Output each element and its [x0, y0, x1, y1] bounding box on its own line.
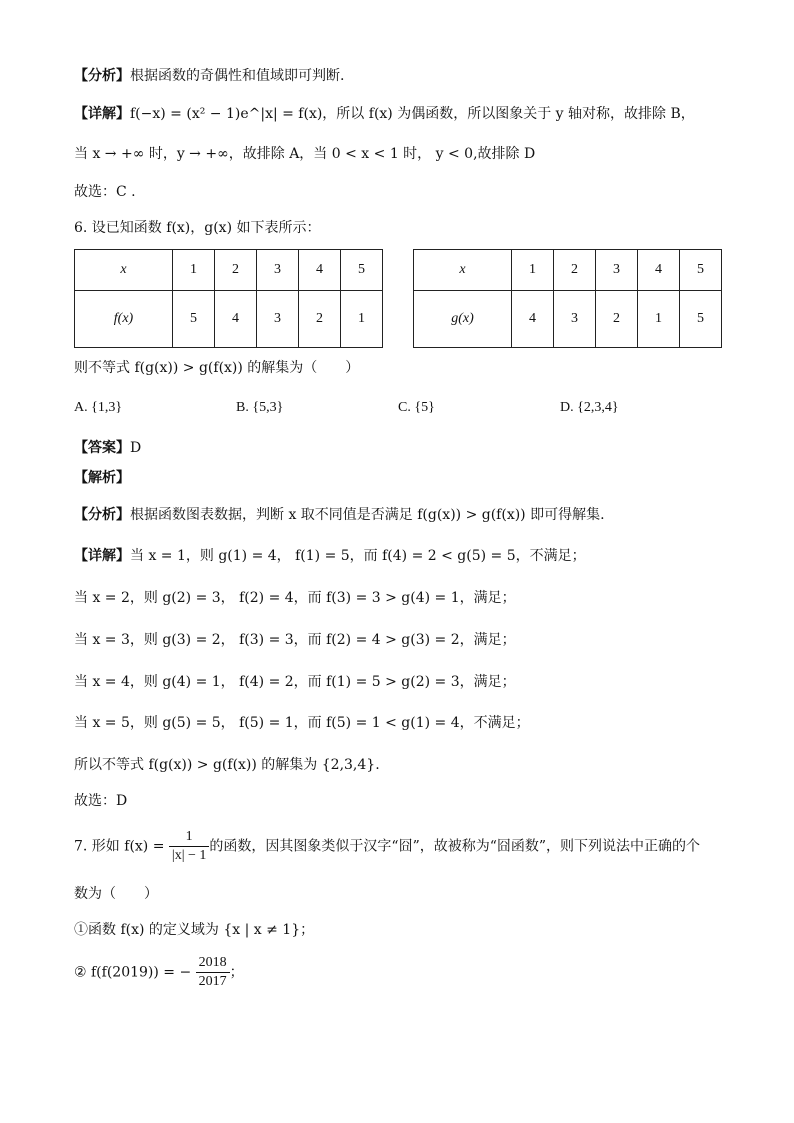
table-g-header-label: x	[414, 250, 512, 291]
q6-analysis	[74, 505, 605, 525]
option-b	[236, 400, 283, 416]
table-f-row-label: f(x)	[75, 291, 173, 348]
table-g	[413, 249, 722, 348]
analysis-label: 【分析】	[74, 507, 130, 523]
q6-detail-line	[74, 546, 586, 566]
q5-analysis	[74, 66, 344, 86]
q5-detail-line2: 当 x → +∞ 时，y → +∞，故排除 A，当 0 < x < 1 时， y < 0,故排除 D	[74, 146, 536, 162]
q7-item2-suffix: ；	[229, 964, 244, 981]
table-f-x-cell: 3	[257, 250, 299, 291]
q6-detail-line: 当 x = 3，则 g(3) = 2， f(3) = 3，而 f(2) = 4 > g(3) = 2，满足；	[74, 632, 516, 648]
option-letter: B.	[236, 400, 249, 415]
q7-stem-line2: 数为（ ）	[74, 886, 158, 902]
table-g-row-label: g(x)	[414, 291, 512, 348]
q6-answer	[74, 438, 141, 458]
table-f-value-cell: 5	[173, 291, 215, 348]
option-text: {1,3}	[91, 400, 123, 415]
table-f-value-cell: 1	[341, 291, 383, 348]
q6-detail-line: 当 x = 4，则 g(4) = 1， f(4) = 2，而 f(1) = 5 > g(2) = 3，满足；	[74, 674, 516, 690]
q6-detail-line: 当 x = 5，则 g(5) = 5， f(5) = 1，而 f(5) = 1 < g(1) = 4，不满足；	[74, 715, 530, 731]
option-a	[74, 400, 122, 416]
analysis-text: 根据函数图表数据，判断 x 取不同值是否满足 f(g(x)) > g(f(x)) 即可得解集.	[130, 507, 605, 523]
table-g-x-cell: 5	[680, 250, 722, 291]
analysis-text: 根据函数的奇偶性和值域即可判断.	[130, 68, 345, 84]
q6-conclusion: 所以不等式 f(g(x)) > g(f(x)) 的解集为 {2,3,4}.	[74, 757, 380, 773]
table-g-value-cell: 1	[638, 291, 680, 348]
q6-question: 则不等式 f(g(x)) > g(f(x)) 的解集为（ ）	[74, 360, 360, 376]
table-f-x-cell: 1	[173, 250, 215, 291]
option-letter: D.	[560, 400, 574, 415]
table-g-value-cell: 2	[596, 291, 638, 348]
table-g-value-cell: 3	[554, 291, 596, 348]
table-f-x-cell: 4	[299, 250, 341, 291]
q7-item2-prefix: ② f(f(2019)) = −	[74, 964, 192, 981]
q5-choose: 故选：C .	[74, 184, 136, 200]
table-f-x-cell: 2	[215, 250, 257, 291]
table-f	[74, 249, 383, 348]
option-text: {5}	[414, 400, 435, 415]
table-f-value-cell: 2	[299, 291, 341, 348]
q7-stem-suffix: 的函数，因其图象类似于汉字“囧”，故被称为“囧函数”，则下列说法中正确的个	[209, 838, 701, 855]
table-f-value-cell: 3	[257, 291, 299, 348]
table-g-x-cell: 1	[512, 250, 554, 291]
table-g-x-cell: 4	[638, 250, 680, 291]
answer-label: 【答案】	[74, 440, 130, 456]
q6-detail-line: 当 x = 2，则 g(2) = 3， f(2) = 4，而 f(3) = 3 > g(4) = 1，满足；	[74, 590, 516, 606]
table-f-header-label: x	[75, 250, 173, 291]
option-text: {2,3,4}	[577, 400, 619, 415]
fraction-denominator: 2017	[198, 974, 227, 989]
parse-label: 【解析】	[74, 470, 130, 486]
detail-text: f(−x) = (x² − 1)e^|x| = f(x)，所以 f(x) 为偶函数，所以图象关于 y 轴对称，故排除 B，	[130, 106, 695, 122]
option-c	[398, 400, 435, 416]
q7-stem	[74, 828, 700, 865]
table-f-x-cell: 5	[341, 250, 383, 291]
q6-parse-label	[74, 468, 130, 488]
table-g-x-cell: 3	[596, 250, 638, 291]
table-g-value-cell: 4	[512, 291, 554, 348]
q7-fraction	[169, 828, 210, 865]
fraction-numerator: 1	[169, 828, 210, 847]
q7-item2-fraction	[196, 954, 230, 991]
option-text: {5,3}	[252, 400, 284, 415]
detail-text: 当 x = 1，则 g(1) = 4， f(1) = 5，而 f(4) = 2 < g(5) = 5，不满足；	[130, 548, 586, 564]
q7-item2	[74, 954, 244, 991]
table-g-x-cell: 2	[554, 250, 596, 291]
fraction-denominator: |x| − 1	[171, 848, 207, 863]
option-letter: C.	[398, 400, 411, 415]
table-g-value-cell: 5	[680, 291, 722, 348]
q7-stem-prefix: 7. 形如 f(x) =	[74, 838, 165, 855]
detail-label: 【详解】	[74, 106, 130, 122]
table-f-value-cell: 4	[215, 291, 257, 348]
q6-choose: 故选：D	[74, 793, 128, 809]
analysis-label: 【分析】	[74, 68, 130, 84]
q7-item1: ①函数 f(x) 的定义域为 {x | x ≠ 1}；	[74, 922, 315, 938]
q5-detail	[74, 104, 695, 124]
q6-stem: 6. 设已知函数 f(x)，g(x) 如下表所示：	[74, 220, 321, 236]
detail-label: 【详解】	[74, 548, 130, 564]
fraction-numerator: 2018	[196, 954, 230, 973]
answer-value: D	[130, 440, 142, 456]
option-letter: A.	[74, 400, 88, 415]
option-d	[560, 400, 619, 416]
